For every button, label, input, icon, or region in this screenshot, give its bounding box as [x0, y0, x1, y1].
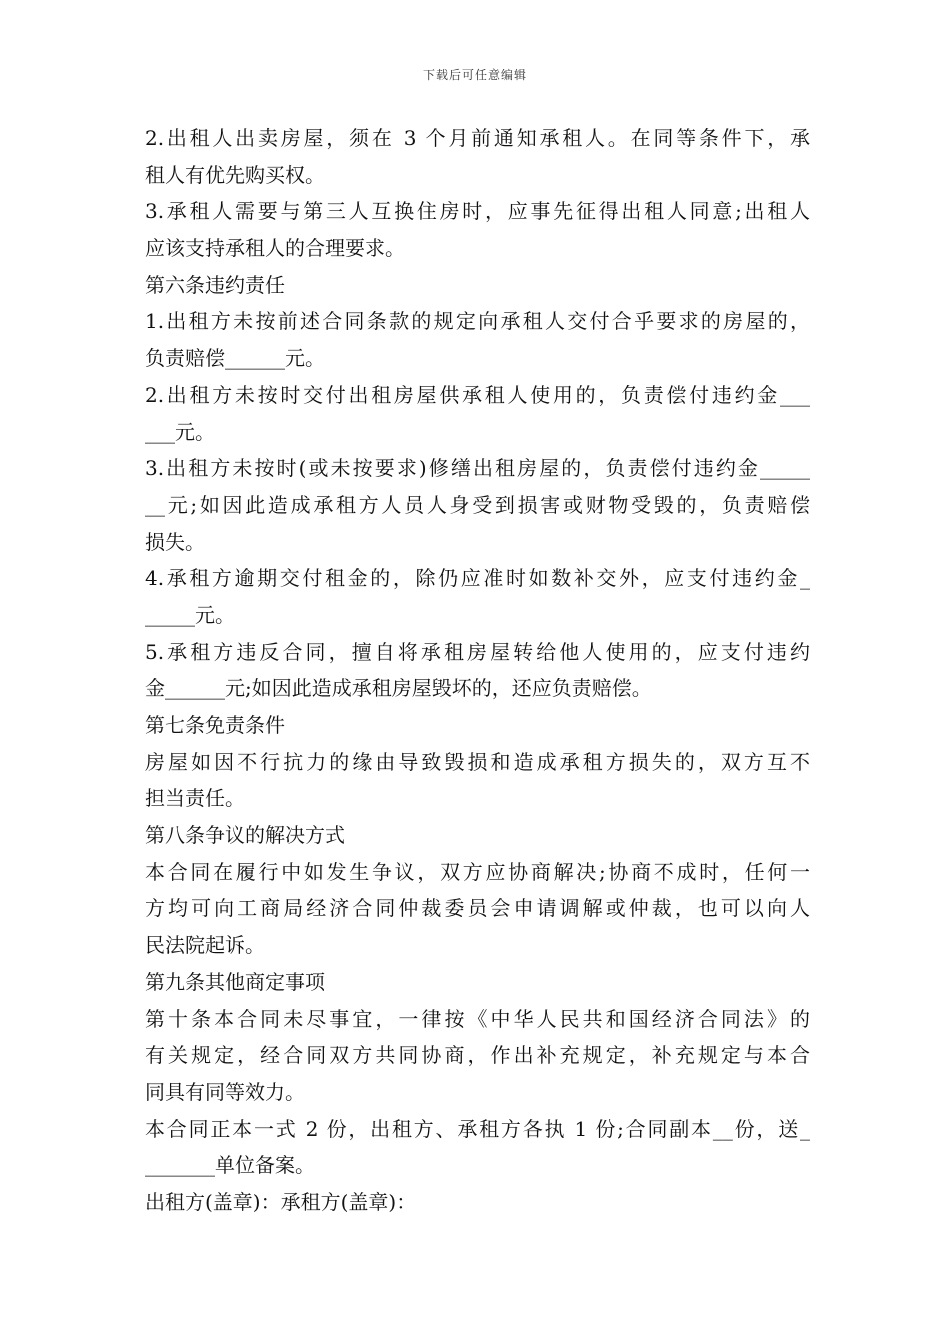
document-line: 金______元;如因此造成承租房屋毁坏的，还应负责赔偿。 [145, 676, 652, 701]
document-line: 担当责任。 [145, 786, 245, 811]
document-line: 负责赔偿______元。 [145, 346, 325, 371]
document-line: 第十条本合同未尽事宜，一律按《中华人民共和国经济合同法》的 [145, 1006, 810, 1031]
document-line: __元;如因此造成承租方人员人身受到损害或财物受毁的，负责赔偿 [145, 492, 810, 517]
document-line: 5.承租方违反合同，擅自将承租房屋转给他人使用的，应支付违约 [145, 639, 810, 664]
document-line: 4.承租方逾期交付租金的，除仍应准时如数补交外，应支付违约金_ [145, 566, 810, 591]
document-line: 同具有同等效力。 [145, 1079, 305, 1104]
document-line: 损失。 [145, 529, 205, 554]
document-line: 3.出租方未按时(或未按要求)修缮出租房屋的，负责偿付违约金_____ [145, 456, 810, 481]
document-line: 本合同在履行中如发生争议，双方应协商解决;协商不成时，任何一 [145, 859, 810, 884]
document-line: 第九条其他商定事项 [145, 969, 325, 994]
document-line: 2.出租方未按时交付出租房屋供承租人使用的，负责偿付违约金___ [145, 382, 810, 407]
document-line: 3.承租人需要与第三人互换住房时，应事先征得出租人同意;出租人 [145, 199, 810, 224]
document-line: 应该支持承租人的合理要求。 [145, 236, 405, 261]
document-line: 方均可向工商局经济合同仲裁委员会申请调解或仲裁，也可以向人 [145, 896, 810, 921]
document-line: _____元。 [145, 602, 235, 627]
document-body [145, 120, 810, 1221]
document-line: 第六条违约责任 [145, 272, 285, 297]
document-line: 第七条免责条件 [145, 713, 285, 737]
document-line: _______单位备案。 [145, 1153, 315, 1178]
document-line: 民法院起诉。 [145, 933, 265, 958]
document-line: 租人有优先购买权。 [145, 162, 325, 187]
document-line: 有关规定，经合同双方共同协商，作出补充规定，补充规定与本合 [145, 1043, 810, 1068]
document-line: 房屋如因不行抗力的缘由导致毁损和造成承租方损失的，双方互不 [145, 749, 810, 774]
page-header-note: 下载后可任意编辑 [422, 68, 527, 82]
document-line: ___元。 [145, 419, 215, 444]
document-line: 2.出租人出卖房屋，须在 3 个月前通知承租人。在同等条件下，承 [145, 126, 810, 150]
document-line: 本合同正本一式 2 份，出租方、承租方各执 1 份;合同副本__份，送_ [145, 1116, 810, 1141]
document-line: 出租方(盖章)：承租方(盖章)： [145, 1189, 417, 1214]
document-line: 1.出租方未按前述合同条款的规定向承租人交付合乎要求的房屋的， [145, 309, 810, 334]
document-line: 第八条争议的解决方式 [145, 823, 345, 848]
